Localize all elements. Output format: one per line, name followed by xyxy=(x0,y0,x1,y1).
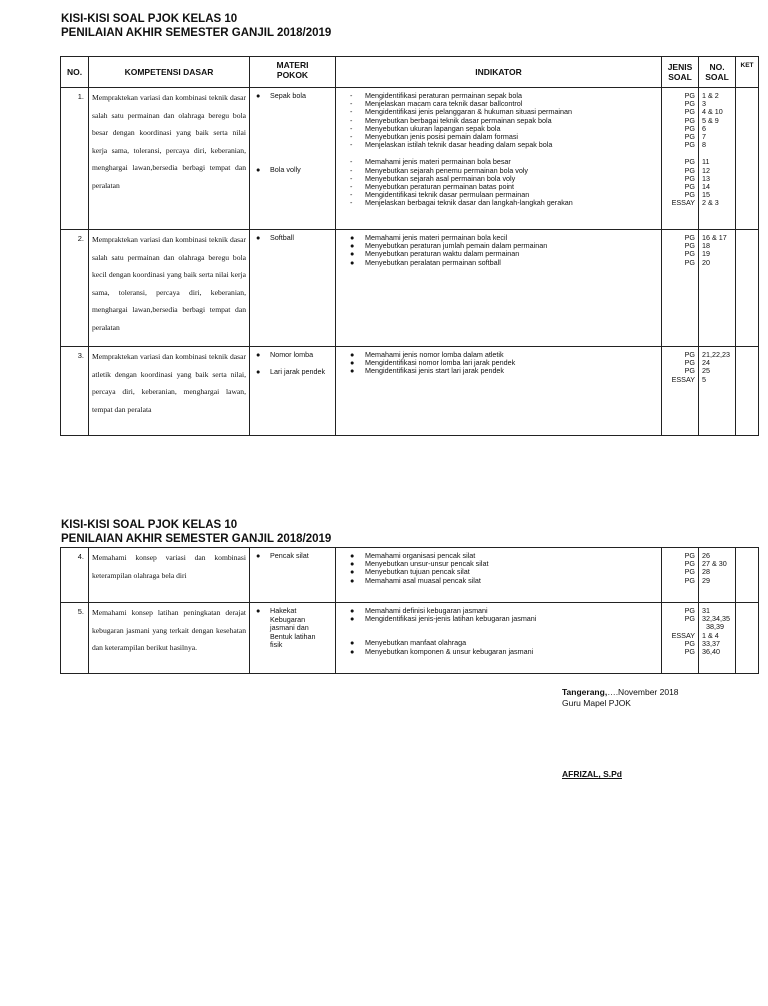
bullet-icon: ● xyxy=(256,606,261,615)
bullet-icon: ● xyxy=(350,638,355,648)
document-title: KISI-KISI SOAL PJOK KELAS 10 xyxy=(61,519,238,531)
signer-name: AFRIZAL, S.Pd xyxy=(562,769,622,779)
row-number: 5. xyxy=(61,603,89,674)
bullet-icon: ● xyxy=(350,350,355,359)
kompetensi-dasar: Memahami konsep variasi dan kombinasi keterampilan olahraga bela diri xyxy=(89,548,250,603)
materi-pokok xyxy=(250,347,336,436)
table-header-row xyxy=(61,57,759,88)
bullet-icon: ● xyxy=(350,567,355,577)
list-item: ● Mengidentifikasi jenis-jenis latihan kebugaran jasmani xyxy=(350,614,537,624)
row-number: 1. xyxy=(61,88,89,230)
bullet-icon: ● xyxy=(256,551,261,560)
header-jenis-soal: JENIS SOAL xyxy=(662,57,699,88)
bullet-icon: ● xyxy=(256,366,261,376)
list-item: - Memahami jenis materi permainan bola besar xyxy=(350,157,511,167)
list-item: - Menyebutkan berbagai teknik dasar permainan sepak bola xyxy=(350,115,552,125)
list-item: ● Menyebutkan unsur-unsur pencak silat xyxy=(350,559,489,569)
list-item: ● Mengidentifikasi nomor lomba lari jarak pendek xyxy=(350,358,516,368)
kompetensi-dasar: Mempraktekan variasi dan kombinasi teknik dasar atletik dengan koordinasi yang baik serta nilai, percaya diri, keberanian, menghargai lawan, tempat dan peralata xyxy=(89,347,250,436)
indikator-list xyxy=(336,88,662,230)
list-item: - Mengidentifikasi jenis pelanggaran & hukuman situasi permainan xyxy=(350,107,572,117)
list-item: ● Memahami jenis materi permainan bola kecil xyxy=(350,233,508,242)
bullet-icon: ● xyxy=(350,366,355,376)
jenis-soal: PG PG PG ESSAY xyxy=(662,347,699,436)
list-item: - Mengidentifikasi peraturan permainan sepak bola xyxy=(350,91,523,100)
list-item: ● Memahami definisi kebugaran jasmani xyxy=(350,606,488,615)
bullet-icon: ● xyxy=(256,164,261,174)
keterangan xyxy=(736,347,759,436)
list-item: - Menyebutkan peraturan permainan batas point xyxy=(350,182,515,192)
header-materi: MATERI POKOK xyxy=(250,57,336,88)
list-item: ● Menyebutkan peraturan waktu dalam permainan xyxy=(350,249,520,259)
materi-pokok xyxy=(250,230,336,347)
kisi-kisi-table-2 xyxy=(60,547,759,674)
materi-item: ● Sepak bola xyxy=(256,91,306,100)
list-item: ● Menyebutkan tujuan pencak silat xyxy=(350,567,470,577)
bullet-icon: ● xyxy=(350,241,355,251)
table-row xyxy=(61,603,759,674)
list-item: - Menjelaskan berbagai teknik dasar dan langkah-langkah gerakan xyxy=(350,198,573,208)
list-item: ● Menyebutkan komponen & unsur kebugaran jasmani xyxy=(350,646,534,656)
header-no: NO. xyxy=(61,57,89,88)
bullet-icon: ● xyxy=(350,551,355,560)
header-no-soal: NO. SOAL xyxy=(699,57,736,88)
list-item: ● Menyebutkan manfaat olahraga xyxy=(350,638,467,648)
kompetensi-dasar: Mempraktekan variasi dan kombinasi teknik dasar salah satu permainan dan olahraga beregu bola besar dengan koordinasi yang baik serta nilai kerja sama, toleransi, percaya diri, keberanian, menghargai lawan,bersedia berbagi tempat dan peralatan xyxy=(89,88,250,230)
list-item: - Menyebutkan jenis posisi pemain dalam formasi xyxy=(350,132,519,142)
list-item: - Menjelaskan macam cara teknik dasar ballcontrol xyxy=(350,99,523,109)
kisi-kisi-table-1 xyxy=(60,56,759,436)
header-kompetensi: KOMPETENSI DASAR xyxy=(89,57,250,88)
bullet-icon: ● xyxy=(256,91,261,100)
kompetensi-dasar: Mempraktekan variasi dan kombinasi teknik dasar salah satu permainan dan olahraga beregu bola kecil dengan koordinasi yang baik serta nilai kerja sama, toleransi, percaya diri, keberanian, menghargai lawan,bersedia berbagi tempat dan peralatan xyxy=(89,230,250,347)
bullet-icon: ● xyxy=(350,646,355,656)
materi-item: ● Pencak silat xyxy=(256,551,309,560)
bullet-icon: ● xyxy=(350,559,355,569)
document-heading xyxy=(61,12,331,40)
nomor-soal: 21,22,23 24 25 5 xyxy=(699,347,736,436)
materi-item: ● Nomor lomba xyxy=(256,350,314,359)
indikator-list xyxy=(336,603,662,674)
jenis-soal: PG PG PG PG xyxy=(662,230,699,347)
indikator-list xyxy=(336,548,662,603)
materi-item: ● Lari jarak pendek xyxy=(256,366,326,376)
jenis-soal: PG PG PG PG xyxy=(662,548,699,603)
signer-role: Guru Mapel PJOK xyxy=(562,698,631,708)
bullet-icon: ● xyxy=(350,233,355,242)
jenis-soal: PG PG PG PG PG PG PG PG PG PG PG PG ESSAY xyxy=(662,88,699,230)
list-item: - Menyebutkan sejarah penemu permainan bola voly xyxy=(350,165,529,175)
place-date: Tangerang,….November 2018 xyxy=(562,687,679,697)
bullet-icon: ● xyxy=(350,614,355,624)
materi-pokok xyxy=(250,603,336,674)
bullet-icon: ● xyxy=(256,350,261,359)
list-item: - Mengidentifikasi teknik dasar permulaan permainan xyxy=(350,190,530,200)
bullet-icon: ● xyxy=(350,358,355,368)
header-indikator: INDIKATOR xyxy=(336,57,662,88)
nomor-soal: 26 27 & 30 28 29 xyxy=(699,548,736,603)
nomor-soal: 16 & 17 18 19 20 xyxy=(699,230,736,347)
keterangan xyxy=(736,230,759,347)
table-row xyxy=(61,88,759,230)
list-item: ● Memahami asal muasal pencak silat xyxy=(350,575,481,585)
row-number: 3. xyxy=(61,347,89,436)
table-row xyxy=(61,548,759,603)
indikator-list xyxy=(336,347,662,436)
document-subtitle: PENILAIAN AKHIR SEMESTER GANJIL 2018/2019 xyxy=(61,27,332,39)
bullet-icon: ● xyxy=(256,233,261,242)
indikator-list xyxy=(336,230,662,347)
header-ket: KET xyxy=(736,57,759,88)
materi-item: ● Bola volly xyxy=(256,164,301,174)
list-item: ● Menyebutkan peralatan permainan softball xyxy=(350,257,501,267)
list-item: - Menjelaskan istilah teknik dasar heading dalam sepak bola xyxy=(350,140,553,150)
keterangan xyxy=(736,548,759,603)
document-title: KISI-KISI SOAL PJOK KELAS 10 xyxy=(61,13,238,25)
keterangan xyxy=(736,603,759,674)
row-number: 2. xyxy=(61,230,89,347)
list-item: ● Menyebutkan peraturan jumlah pemain dalam permainan xyxy=(350,241,548,251)
keterangan xyxy=(736,88,759,230)
bullet-icon: ● xyxy=(350,606,355,615)
bullet-icon: ● xyxy=(350,257,355,267)
materi-item: ● Hakekat Kebugaran jasmani dan Bentuk latihan fisik xyxy=(256,606,316,650)
bullet-icon: ● xyxy=(350,575,355,585)
materi-item: ● Softball xyxy=(256,233,294,242)
nomor-soal: 1 & 2 3 4 & 10 5 & 9 6 7 8 11 12 13 14 15 2 & 3 xyxy=(699,88,736,230)
materi-pokok xyxy=(250,88,336,230)
jenis-soal: PG PG ESSAY PG PG xyxy=(662,603,699,674)
list-item: - Menyebutkan sejarah asal permainan bola voly xyxy=(350,173,516,183)
list-item: ● Memahami jenis nomor lomba dalam atletik xyxy=(350,350,504,359)
list-item: - Menyebutkan ukuran lapangan sepak bola xyxy=(350,123,501,133)
signature-block xyxy=(562,687,679,709)
document-subtitle: PENILAIAN AKHIR SEMESTER GANJIL 2018/2019 xyxy=(61,533,332,545)
list-item: ● Mengidentifikasi jenis start lari jarak pendek xyxy=(350,366,505,376)
nomor-soal: 31 32,34,35 38,39 1 & 4 33,37 36,40 xyxy=(699,603,736,674)
document-heading-2 xyxy=(61,518,331,546)
kompetensi-dasar: Memahami konsep latihan peningkatan derajat kebugaran jasmani yang terkait dengan kesehatan dan keterampilan berikut hasilnya. xyxy=(89,603,250,674)
row-number: 4. xyxy=(61,548,89,603)
list-item: ● Memahami organisasi pencak silat xyxy=(350,551,476,560)
bullet-icon: ● xyxy=(350,249,355,259)
table-row xyxy=(61,347,759,436)
table-row xyxy=(61,230,759,347)
materi-pokok xyxy=(250,548,336,603)
